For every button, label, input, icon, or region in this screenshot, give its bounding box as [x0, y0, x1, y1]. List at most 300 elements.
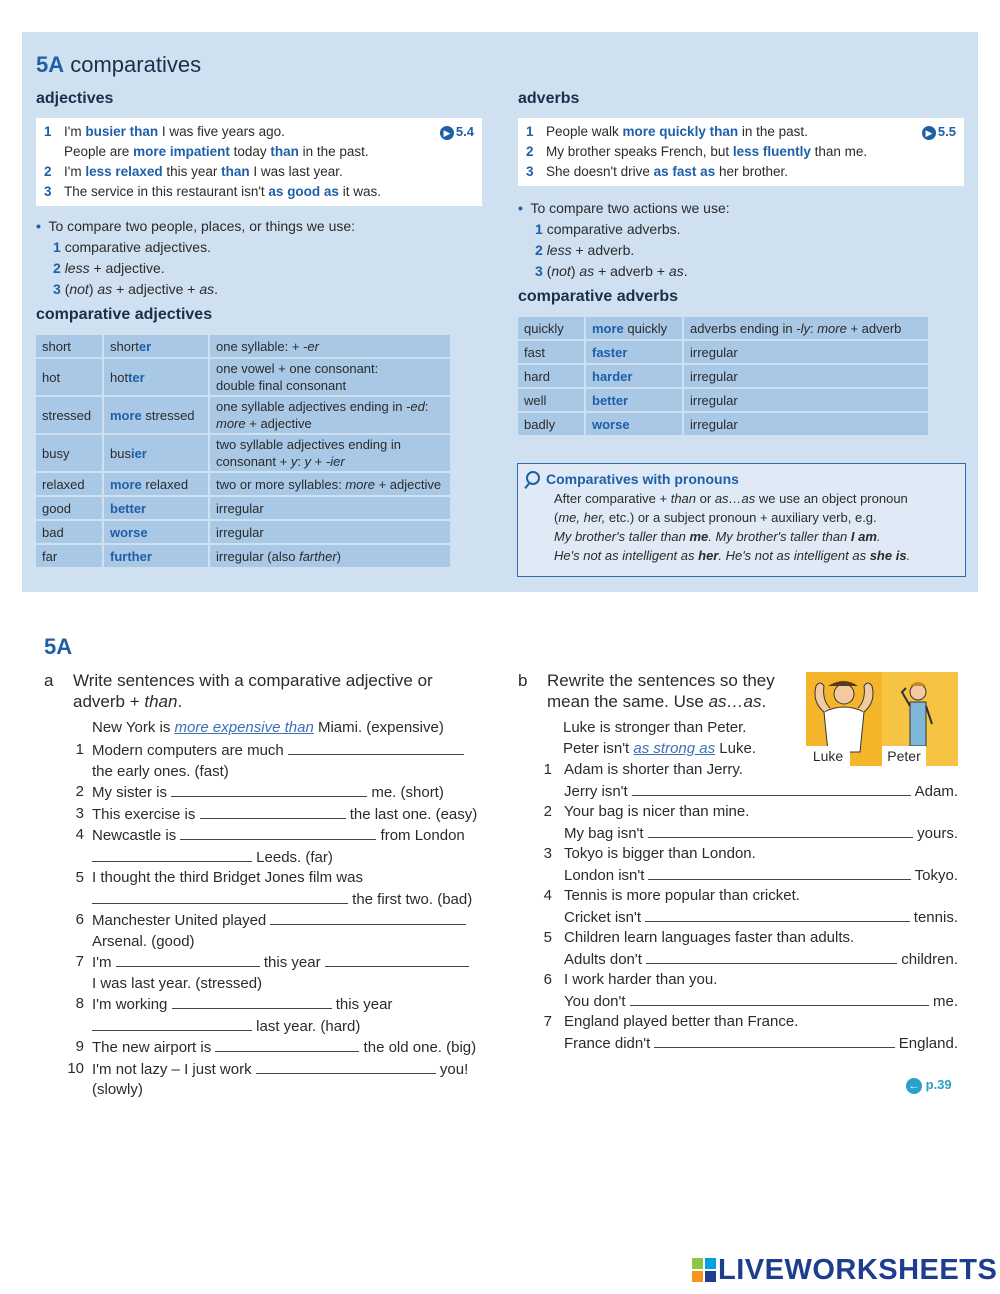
text: Tokyo.: [914, 866, 958, 884]
answer-blank[interactable]: [645, 907, 910, 922]
exercise-a-instruction: a Write sentences with a comparative adjective or adverb + than.: [44, 671, 433, 711]
rule-item: [518, 219, 958, 240]
speaker-icon: ▶: [440, 126, 454, 140]
text: France didn't: [564, 1034, 651, 1052]
highlight-text: as good as: [268, 184, 339, 199]
text: you!: [435, 1060, 469, 1078]
item-number: 6: [75, 911, 84, 928]
comparative-adverbs-table: [516, 315, 930, 437]
exercise-a-item: [64, 994, 486, 1037]
rule-note: [210, 521, 450, 543]
item-number: 6: [543, 971, 552, 988]
base-word: good: [36, 497, 102, 519]
answer-blank[interactable]: [646, 949, 897, 964]
text: + adjective: [374, 476, 442, 492]
text: I work harder than you.: [564, 971, 718, 988]
rule-number: 3: [53, 281, 65, 297]
comparative-form: [586, 413, 682, 435]
answer-blank[interactable]: [92, 889, 348, 904]
exercise-b-instruction: b Rewrite the sentences so they mean the same. Use as…as.: [518, 671, 775, 711]
rule-number: 1: [535, 221, 547, 237]
comparative-form: [104, 397, 208, 433]
italic-text: He's not as intelligent as: [554, 548, 699, 563]
italic-text: less: [64, 260, 90, 276]
example-number: 1: [526, 124, 534, 139]
comparative-form: [104, 473, 208, 495]
text: Cricket isn't: [564, 908, 642, 926]
answer-blank[interactable]: [215, 1037, 359, 1052]
italic-text: My brother's taller than: [554, 529, 690, 544]
text: People are: [64, 144, 134, 159]
luke-peter-illustration: [806, 672, 958, 766]
answer-blank[interactable]: [171, 782, 367, 797]
text: two syllable adjectives ending in: [216, 437, 401, 452]
item-number: 1: [75, 741, 84, 758]
text: etc.) or a subject pronoun + auxiliary verb, e.g.: [605, 510, 877, 525]
text: irregular: [690, 344, 738, 360]
pronouns-title: Comparatives with pronouns: [526, 470, 957, 489]
bold-italic-text: her: [698, 548, 719, 563]
example-sentence: [44, 162, 474, 182]
item-number: 5: [543, 929, 552, 946]
table-row: [518, 365, 928, 387]
text: London isn't: [564, 866, 645, 884]
pronoun-note-line: [526, 527, 957, 546]
comparative-form: [586, 365, 682, 387]
text: + adverb +: [594, 263, 669, 279]
text: + adjective: [245, 416, 312, 431]
grammar-title: 5A comparatives: [36, 52, 202, 77]
pronoun-note-line: [526, 546, 957, 565]
text: I thought the third Bridget Jones film was: [92, 869, 363, 886]
highlight-text: er: [138, 338, 152, 354]
text: or: [696, 491, 715, 506]
adverbs-heading: adverbs: [518, 90, 580, 107]
table-row: [518, 317, 928, 339]
answer-blank[interactable]: [648, 823, 914, 838]
rule-item: [36, 279, 476, 300]
exercise-a-item: [64, 1037, 486, 1059]
adjectives-rules: [36, 216, 476, 300]
text: irregular: [690, 416, 738, 432]
example-sentence: [44, 182, 474, 202]
text: Jerry isn't: [564, 782, 628, 800]
text: irregular: [216, 524, 264, 540]
text: today: [229, 144, 271, 159]
exercise-a-item: [64, 825, 486, 868]
base-word: bad: [36, 521, 102, 543]
base-word: fast: [518, 341, 584, 363]
item-number: 9: [75, 1038, 84, 1055]
highlight-text: worse: [110, 524, 148, 540]
table-row: [36, 397, 450, 433]
text: Newcastle is: [92, 827, 181, 844]
text: this year: [259, 954, 321, 971]
answer-blank[interactable]: [200, 804, 346, 819]
text: I'm: [64, 124, 86, 139]
example-number: 3: [44, 184, 52, 199]
adverbs-examples-box: [518, 118, 964, 186]
pronoun-note-line: [526, 508, 957, 527]
item-number: 3: [75, 804, 84, 822]
table-row: [36, 473, 450, 495]
item-number: 2: [75, 783, 84, 800]
bold-italic-text: me: [689, 529, 709, 544]
rule-note: [210, 473, 450, 495]
text: Adam is shorter than Jerry.: [564, 761, 743, 778]
exercise-a-item: [64, 782, 486, 804]
rule-note: [210, 545, 450, 567]
text: + adjective +: [112, 281, 200, 297]
italic-text: as: [668, 263, 684, 279]
example-number: 2: [44, 164, 52, 179]
text: in the past.: [738, 124, 808, 139]
text: the old one. (big): [359, 1039, 477, 1056]
answer-blank[interactable]: [325, 952, 469, 967]
text: I was five years ago.: [158, 124, 285, 139]
answer-blank[interactable]: [630, 991, 929, 1006]
example-answer: more expensive than: [174, 719, 314, 736]
text: irregular: [690, 392, 738, 408]
text: one vowel + one consonant:: [216, 361, 379, 376]
text: Leeds. (far): [252, 848, 333, 866]
item-number: 4: [75, 826, 84, 843]
highlight-text: more quickly than: [622, 124, 739, 139]
text: it was.: [338, 184, 381, 199]
table-row: [518, 389, 928, 411]
highlight-text: more: [110, 407, 142, 423]
exercise-a-item: [64, 740, 486, 782]
base-word: short: [36, 335, 102, 357]
italic-text: as…as: [714, 491, 756, 506]
magnifier-icon: [526, 471, 540, 485]
text: Adam.: [914, 782, 958, 800]
rule-number: 3: [535, 263, 547, 279]
rule-item: [36, 237, 476, 258]
italic-text: not: [551, 263, 571, 279]
rule-note: [684, 341, 928, 363]
rule-note: [684, 413, 928, 435]
text: Adults don't: [564, 950, 642, 968]
text: one syllable: + -: [216, 338, 308, 354]
answer-blank[interactable]: [632, 781, 911, 796]
exercise-b-item: [538, 844, 958, 886]
item-number: 10: [67, 1059, 84, 1077]
italic-text: not: [69, 281, 89, 297]
text: from London: [376, 827, 465, 844]
exercise-a-item: [64, 804, 486, 826]
text: consonant +: [216, 454, 291, 469]
table-row: [36, 497, 450, 519]
base-word: far: [36, 545, 102, 567]
italic-text: ly: [800, 320, 810, 336]
example-sentence: [526, 142, 956, 162]
answer-blank[interactable]: [180, 825, 376, 840]
text: (: [546, 263, 552, 279]
text: My brother speaks French, but: [546, 144, 733, 159]
comparative-adjectives-table: [34, 333, 452, 569]
speaker-icon: ▶: [922, 126, 936, 140]
example-sentence: [44, 142, 474, 162]
answer-blank[interactable]: [92, 847, 252, 862]
text: the first two. (bad): [348, 890, 473, 908]
text: This exercise is: [92, 805, 200, 823]
text: short: [110, 338, 139, 354]
answer-blank[interactable]: [256, 1059, 436, 1074]
exercise-b-item: [538, 760, 958, 802]
exercise-a-example: New York is more expensive than Miami. (expensive): [92, 719, 444, 736]
text: (: [64, 281, 70, 297]
italic-text: .: [906, 548, 911, 563]
text: I'm: [64, 164, 86, 179]
item-number: 8: [75, 995, 84, 1012]
example-sentence: [526, 122, 956, 142]
italic-text: than: [670, 491, 697, 506]
rule-note: [210, 435, 450, 471]
answer-blank[interactable]: [288, 740, 464, 755]
text: we use an object pronoun: [755, 491, 908, 506]
text: Manchester United played: [92, 912, 271, 929]
text: tennis.: [913, 908, 958, 926]
italic-text: more: [345, 476, 375, 492]
answer-blank[interactable]: [92, 1016, 252, 1031]
exercise-b-item: [538, 886, 958, 928]
base-word: hot: [36, 359, 102, 395]
highlight-text: worse: [592, 416, 630, 432]
exercise-a-item: [64, 952, 486, 994]
comparative-form: [104, 335, 208, 357]
table-row: [36, 545, 450, 567]
base-word: badly: [518, 413, 584, 435]
highlight-text: ter: [128, 369, 145, 385]
highlight-text: more: [592, 320, 624, 336]
item-number: 7: [75, 953, 84, 970]
text: irregular (also: [216, 548, 300, 564]
exercise-a-list: [64, 740, 486, 1101]
highlight-text: busier than: [85, 124, 159, 139]
adjectives-examples-box: [36, 118, 482, 206]
italic-text: y: [304, 454, 312, 469]
highlight-text: faster: [592, 344, 628, 360]
text: (: [554, 510, 559, 525]
back-arrow-icon: ←: [906, 1078, 922, 1094]
text: Modern computers are much: [92, 742, 288, 759]
text: .: [214, 281, 219, 297]
audio-track-5-5[interactable]: ▶ 5.5: [922, 122, 956, 142]
exercise-b-example: Luke is stronger than Peter. Peter isn't as strong as Luke.: [563, 719, 756, 757]
italic-text: less: [546, 242, 572, 258]
example-answer-b: as strong as: [633, 739, 716, 757]
italic-text: more: [817, 320, 847, 336]
text: I was last year. (stressed): [92, 974, 263, 992]
audio-track-5-4[interactable]: ▶ 5.4: [440, 122, 474, 142]
text: me.: [932, 992, 958, 1010]
comparative-form: [104, 497, 208, 519]
answer-blank[interactable]: [648, 865, 910, 880]
table-row: [36, 335, 450, 357]
adjectives-heading: adjectives: [36, 90, 114, 107]
rule-item: [518, 240, 958, 261]
text: .: [683, 263, 688, 279]
text: My sister is: [92, 784, 172, 801]
text: double final consonant: [216, 378, 347, 393]
text: England.: [898, 1034, 958, 1052]
text: You don't: [564, 992, 626, 1010]
highlight-text: better: [592, 392, 629, 408]
highlight-text: better: [110, 500, 147, 516]
rule-item: [518, 261, 958, 282]
highlight-text: more impatient: [133, 144, 230, 159]
item-number: 2: [543, 803, 552, 820]
exercise-b-item: [538, 1012, 958, 1054]
answer-blank[interactable]: [172, 994, 332, 1009]
pronoun-note-line: [526, 489, 957, 508]
item-number: 5: [75, 869, 84, 886]
text: England played better than France.: [564, 1013, 799, 1030]
rule-number: 2: [53, 260, 65, 276]
text: +: [311, 454, 326, 469]
text: Tennis is more popular than cricket.: [564, 887, 800, 904]
text: yours.: [917, 824, 958, 842]
text: People walk: [546, 124, 623, 139]
text: Children learn languages faster than adults.: [564, 929, 855, 946]
text: the early ones. (fast): [92, 762, 229, 780]
rule-note: [210, 335, 450, 357]
answer-blank[interactable]: [654, 1033, 895, 1048]
text: She doesn't drive: [546, 164, 654, 179]
base-word: busy: [36, 435, 102, 471]
luke-label: Luke: [806, 746, 850, 766]
comparative-form: [586, 317, 682, 339]
item-number: 4: [543, 887, 552, 904]
text: I was last year.: [249, 164, 343, 179]
comparative-form: [104, 545, 208, 567]
highlight-text: ier: [130, 445, 147, 461]
answer-blank[interactable]: [116, 952, 260, 967]
italic-text: as: [579, 263, 595, 279]
answer-blank[interactable]: [270, 910, 466, 925]
text: this year: [162, 164, 222, 179]
text: + adverb.: [571, 242, 635, 258]
rule-item: [36, 258, 476, 279]
italic-text: . My brother's taller than: [708, 529, 851, 544]
item-number: 3: [543, 845, 552, 862]
rule-number: 2: [535, 242, 547, 258]
example-sentence: [526, 162, 956, 182]
text: I'm working: [92, 996, 172, 1013]
example-number: 3: [526, 164, 534, 179]
text: I'm not lazy – I just work: [92, 1060, 256, 1078]
text: children.: [901, 950, 958, 968]
highlight-text: less relaxed: [85, 164, 163, 179]
italic-text: as: [199, 281, 215, 297]
italic-text: more: [216, 416, 246, 431]
text: ): [336, 548, 342, 564]
exercise-a-item: [64, 868, 486, 910]
exercise-a-item: [64, 1059, 486, 1101]
base-word: hard: [518, 365, 584, 387]
rule-note: [210, 359, 450, 395]
highlight-text: less fluently: [732, 144, 811, 159]
text: than me.: [810, 144, 868, 159]
text: two or more syllables:: [216, 476, 346, 492]
adverbs-rules: [518, 198, 958, 282]
text: me. (short): [367, 784, 444, 801]
table-row: [36, 359, 450, 395]
rule-number: 1: [53, 239, 65, 255]
text: the last one. (easy): [345, 805, 478, 823]
highlight-text: than: [270, 144, 299, 159]
text: quickly: [623, 320, 668, 336]
text: bus: [110, 445, 131, 461]
rule-note: [210, 497, 450, 519]
text: comparative adjectives.: [64, 239, 211, 255]
italic-text: y: [290, 454, 298, 469]
text: stressed: [141, 407, 195, 423]
rule-intro: • To compare two actions we use:: [518, 200, 730, 216]
base-word: relaxed: [36, 473, 102, 495]
item-number: 1: [543, 761, 552, 778]
table-row: [36, 521, 450, 543]
text: + adverb: [846, 320, 902, 336]
italic-text: .: [876, 529, 881, 544]
bold-italic-text: I am: [850, 529, 877, 544]
text: last year. (hard): [252, 1017, 361, 1035]
example-number: 2: [526, 144, 534, 159]
comparative-adverbs-heading: comparative adverbs: [518, 288, 679, 305]
italic-text: er: [307, 338, 319, 354]
text: Your bag is nicer than mine.: [564, 803, 750, 820]
base-word: well: [518, 389, 584, 411]
text: :: [297, 454, 305, 469]
text: one syllable adjectives ending in -: [216, 399, 411, 414]
comparative-form: [586, 341, 682, 363]
text: Arsenal. (good): [92, 932, 195, 950]
text: The service in this restaurant isn't: [64, 184, 269, 199]
text: comparative adverbs.: [546, 221, 681, 237]
exercise-b-item: [538, 802, 958, 844]
rule-note: [210, 397, 450, 433]
exercise-a-item: [64, 910, 486, 952]
text: adverbs ending in -: [690, 320, 801, 336]
example-number: 1: [44, 124, 52, 139]
base-word: quickly: [518, 317, 584, 339]
exercise-code: 5A: [44, 634, 73, 659]
text: The new airport is: [92, 1039, 216, 1056]
rule-intro: • To compare two people, places, or things we use:: [36, 218, 356, 234]
text: this year: [331, 996, 393, 1013]
text: My bag isn't: [564, 824, 644, 842]
table-row: [518, 413, 928, 435]
pronouns-box: [517, 463, 966, 577]
text: irregular: [216, 500, 264, 516]
italic-text: as: [97, 281, 113, 297]
italic-text: . He's not as intelligent as: [718, 548, 870, 563]
peter-label: Peter: [882, 746, 926, 766]
exercise-b-item: [538, 970, 958, 1012]
page-reference[interactable]: ← p.39: [906, 1077, 952, 1094]
italic-text: -ier: [325, 454, 345, 469]
text: I'm: [92, 954, 116, 971]
exercise-b-list: [538, 760, 958, 1054]
rule-note: [684, 365, 928, 387]
italic-text: farther: [299, 548, 337, 564]
comparative-form: [104, 435, 208, 471]
text: irregular: [690, 368, 738, 384]
liveworksheets-logo: LIVEWORKSHEETS: [692, 1254, 997, 1287]
highlight-text: than: [221, 164, 250, 179]
text: hot: [110, 369, 129, 385]
